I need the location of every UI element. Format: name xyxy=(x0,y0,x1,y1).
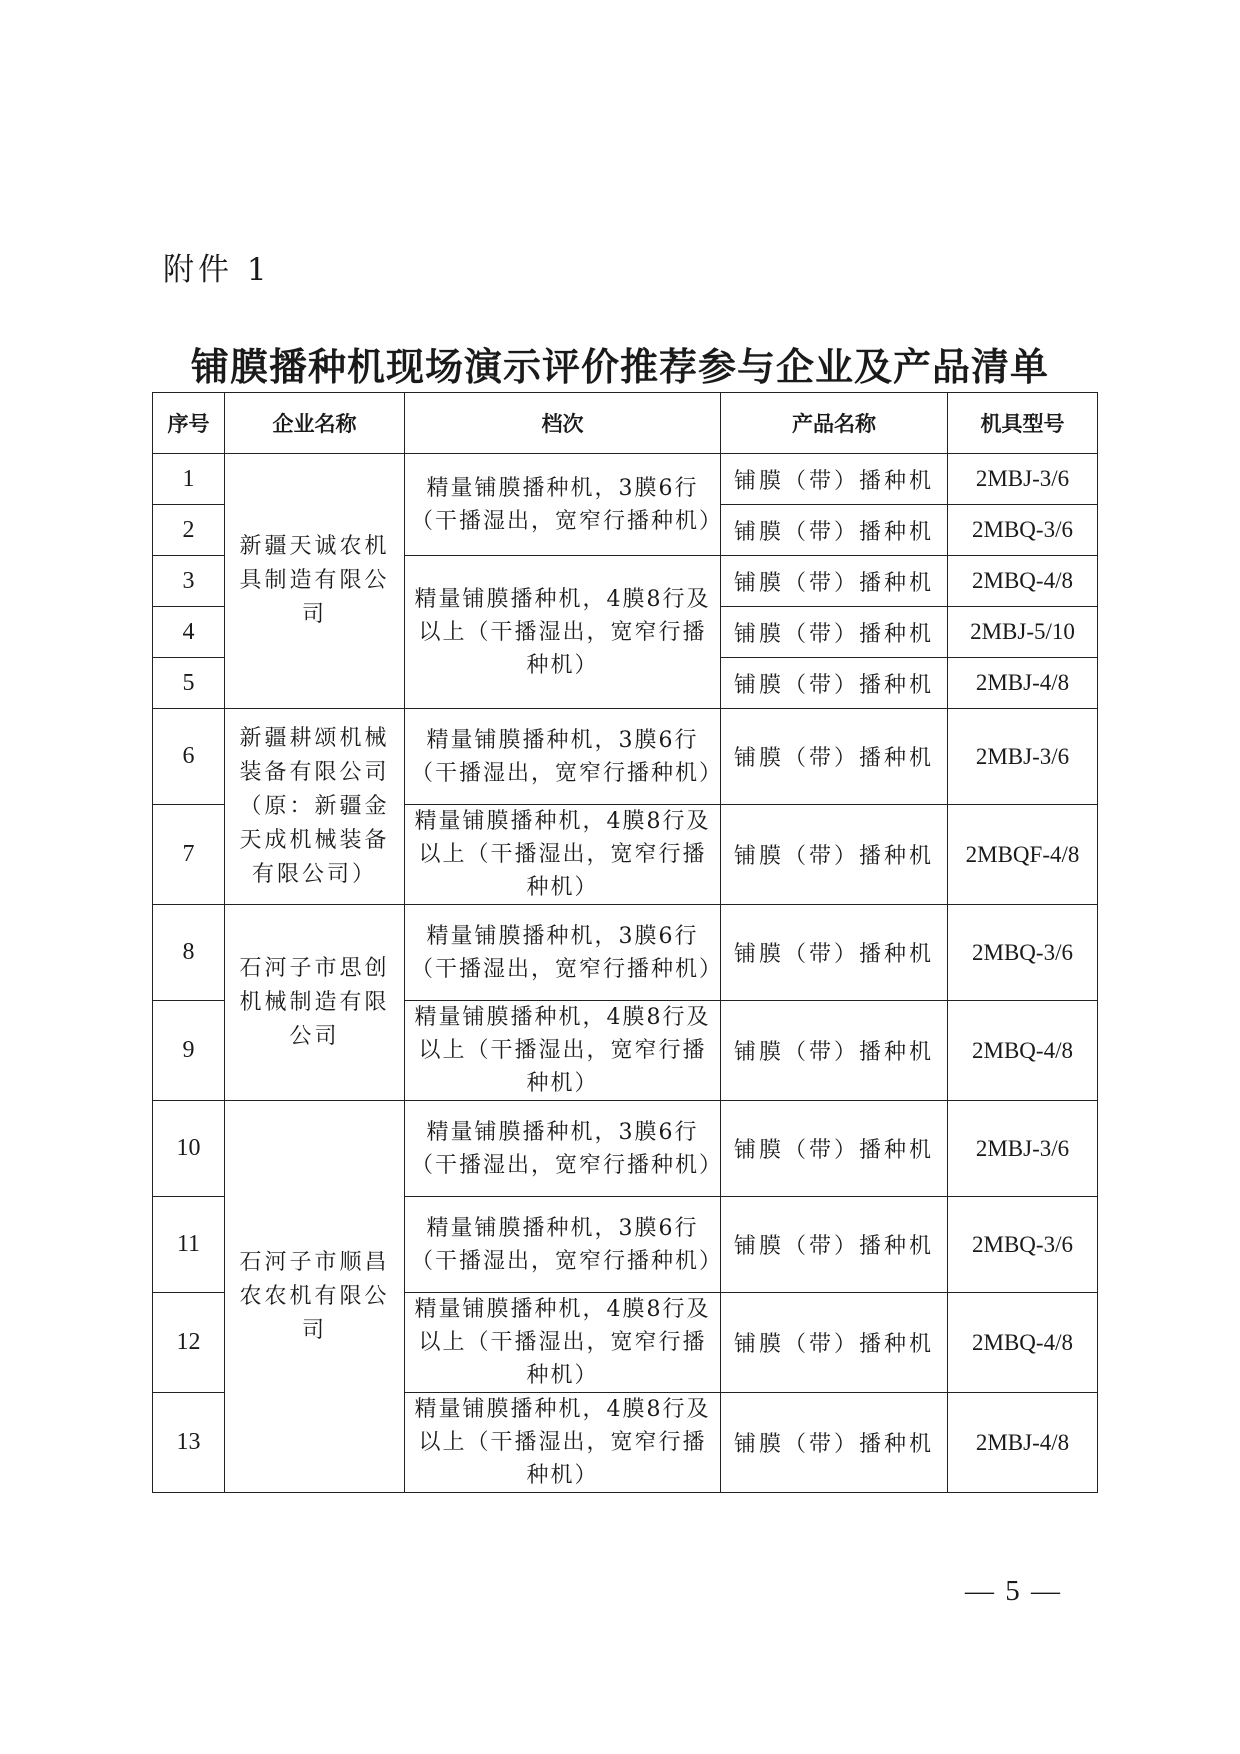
grade-cell: 精量铺膜播种机，3膜6行（干播湿出，宽窄行播种机） xyxy=(405,905,721,1001)
product-cell: 铺膜（带）播种机 xyxy=(721,505,948,556)
model-cell: 2MBJ-4/8 xyxy=(948,1393,1098,1493)
model-cell: 2MBQ-4/8 xyxy=(948,556,1098,607)
grade-cell: 精量铺膜播种机，4膜8行及以上（干播湿出，宽窄行播种机） xyxy=(405,1001,721,1101)
header-model: 机具型号 xyxy=(948,393,1098,454)
table-row xyxy=(153,1101,1098,1197)
product-cell: 铺膜（带）播种机 xyxy=(721,607,948,658)
seq-cell: 2 xyxy=(153,505,225,556)
product-cell: 铺膜（带）播种机 xyxy=(721,1101,948,1197)
company-cell: 新疆耕颂机械装备有限公司（原：新疆金天成机械装备有限公司） xyxy=(225,709,405,905)
product-cell: 铺膜（带）播种机 xyxy=(721,905,948,1001)
header-company: 企业名称 xyxy=(225,393,405,454)
grade-cell: 精量铺膜播种机，3膜6行（干播湿出，宽窄行播种机） xyxy=(405,709,721,805)
seq-cell: 9 xyxy=(153,1001,225,1101)
table-row xyxy=(153,905,1098,1001)
model-cell: 2MBJ-3/6 xyxy=(948,709,1098,805)
product-cell: 铺膜（带）播种机 xyxy=(721,805,948,905)
model-cell: 2MBQ-4/8 xyxy=(948,1293,1098,1393)
grade-cell: 精量铺膜播种机，4膜8行及以上（干播湿出，宽窄行播种机） xyxy=(405,556,721,709)
company-cell: 新疆天诚农机具制造有限公司 xyxy=(225,454,405,709)
seq-cell: 13 xyxy=(153,1393,225,1493)
model-cell: 2MBJ-4/8 xyxy=(948,658,1098,709)
product-cell: 铺膜（带）播种机 xyxy=(721,454,948,505)
model-cell: 2MBJ-3/6 xyxy=(948,1101,1098,1197)
product-cell: 铺膜（带）播种机 xyxy=(721,556,948,607)
grade-cell: 精量铺膜播种机，3膜6行（干播湿出，宽窄行播种机） xyxy=(405,1101,721,1197)
seq-cell: 11 xyxy=(153,1197,225,1293)
seq-cell: 1 xyxy=(153,454,225,505)
table-row xyxy=(153,709,1098,805)
company-cell: 石河子市思创机械制造有限公司 xyxy=(225,905,405,1101)
seq-cell: 12 xyxy=(153,1293,225,1393)
seq-cell: 4 xyxy=(153,607,225,658)
model-cell: 2MBQ-3/6 xyxy=(948,1197,1098,1293)
table-header-row xyxy=(153,393,1098,454)
attachment-label: 附件 1 xyxy=(163,252,271,288)
page-number: — 5 — xyxy=(965,1575,1062,1607)
seq-cell: 5 xyxy=(153,658,225,709)
seq-cell: 6 xyxy=(153,709,225,805)
model-cell: 2MBQ-4/8 xyxy=(948,1001,1098,1101)
grade-cell: 精量铺膜播种机，4膜8行及以上（干播湿出，宽窄行播种机） xyxy=(405,1393,721,1493)
product-cell: 铺膜（带）播种机 xyxy=(721,1293,948,1393)
grade-cell: 精量铺膜播种机，3膜6行（干播湿出，宽窄行播种机） xyxy=(405,454,721,556)
seq-cell: 3 xyxy=(153,556,225,607)
grade-cell: 精量铺膜播种机，4膜8行及以上（干播湿出，宽窄行播种机） xyxy=(405,1293,721,1393)
grade-cell: 精量铺膜播种机，3膜6行（干播湿出，宽窄行播种机） xyxy=(405,1197,721,1293)
page-title: 铺膜播种机现场演示评价推荐参与企业及产品清单 xyxy=(190,344,1049,389)
seq-cell: 10 xyxy=(153,1101,225,1197)
product-cell: 铺膜（带）播种机 xyxy=(721,1197,948,1293)
company-cell: 石河子市顺昌农农机有限公司 xyxy=(225,1101,405,1493)
header-product: 产品名称 xyxy=(721,393,948,454)
header-seq: 序号 xyxy=(153,393,225,454)
product-cell: 铺膜（带）播种机 xyxy=(721,658,948,709)
model-cell: 2MBJ-3/6 xyxy=(948,454,1098,505)
model-cell: 2MBQ-3/6 xyxy=(948,905,1098,1001)
product-cell: 铺膜（带）播种机 xyxy=(721,1393,948,1493)
seq-cell: 7 xyxy=(153,805,225,905)
table-row xyxy=(153,454,1098,505)
model-cell: 2MBQF-4/8 xyxy=(948,805,1098,905)
model-cell: 2MBJ-5/10 xyxy=(948,607,1098,658)
model-cell: 2MBQ-3/6 xyxy=(948,505,1098,556)
grade-cell: 精量铺膜播种机，4膜8行及以上（干播湿出，宽窄行播种机） xyxy=(405,805,721,905)
header-grade: 档次 xyxy=(405,393,721,454)
product-cell: 铺膜（带）播种机 xyxy=(721,1001,948,1101)
product-cell: 铺膜（带）播种机 xyxy=(721,709,948,805)
seq-cell: 8 xyxy=(153,905,225,1001)
product-list-table xyxy=(152,392,1098,1493)
